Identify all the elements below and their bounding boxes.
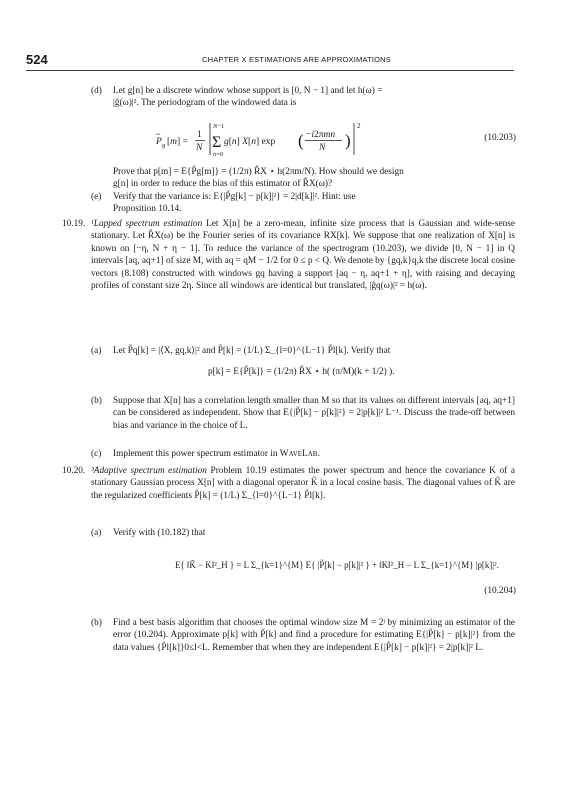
exercise-10-20-text xyxy=(91,465,515,502)
equation-10203 xyxy=(150,117,516,163)
svg-text:Σ: Σ xyxy=(212,134,222,151)
equation-10204 xyxy=(113,545,516,605)
exercise-10-20-body: Problem 10.19 estimates the power spectrum and hence the covariance K of a stationary Gaussian process X[n] with a diagonal operator K̃ in a local cosine basis. The diagonal values of K̃ are the regularized coefficients P̃[k] = (1/L) Σ_{l=0}^{L−1} P̃l[k]. xyxy=(91,466,515,501)
equation-10203-render xyxy=(150,117,516,163)
running-header xyxy=(26,52,514,68)
ex-10-19-c-text xyxy=(113,448,515,460)
running-head: CHAPTER X ESTIMATIONS ARE APPROXIMATIONS xyxy=(202,55,392,64)
svg-text:N: N xyxy=(319,143,326,153)
wavelab-name: WaveLab xyxy=(279,449,318,459)
header-rule xyxy=(26,70,514,71)
ex-10-19-a-text: Let P̃q[k] = |⟨X, gq,k⟩|² and P̃[k] = (1/L) Σ_{l=0}^{L−1} P̃l[k]. Verify that xyxy=(113,346,391,356)
svg-text:(: ( xyxy=(298,131,304,150)
svg-text:N: N xyxy=(196,143,203,153)
svg-text:P: P xyxy=(156,137,162,147)
item-e-line-2: Proposition 10.14. xyxy=(113,204,182,214)
item-e-label: (e) xyxy=(91,192,102,202)
ex-10-20-b-text: Find a best basis algorithm that chooses the optimal window size M = 2ʲ by minimizing an estimator of the error (10.204). Approximate p[k] with P̃[k] and find a procedure for estimating E{|P̃[k] − p[k]|²} from the data values {P̃l[k]}0≤l<L. Remember that when they are independent E{|P̃[k] − p[k]|²} = 2|p[k]|² L. xyxy=(113,618,515,653)
equation-number-10203: (10.203) xyxy=(484,133,516,143)
svg-text:): ) xyxy=(345,131,351,150)
svg-text:n=0: n=0 xyxy=(213,151,224,158)
equation-number-10204: (10.204) xyxy=(484,586,516,596)
ex-10-19-b-label: (b) xyxy=(91,396,102,406)
item-d-line-2: |ĝ(ω)|². The periodogram of the windowed data is xyxy=(113,98,297,108)
svg-text:N−1: N−1 xyxy=(213,123,225,130)
svg-text:1: 1 xyxy=(197,130,202,140)
svg-text:−i2πmn: −i2πmn xyxy=(306,130,336,140)
item-d-line-1: Let g[n] be a discrete window whose support is [0, N − 1] and let h(ω) = xyxy=(113,86,383,96)
exercise-10-19-number: 10.19. xyxy=(62,219,86,229)
ex-10-20-a-label: (a) xyxy=(91,528,102,538)
ex-10-20-a-text: Verify with (10.182) that xyxy=(113,528,206,538)
item-d-line-4: g[n] in order to reduce the bias of this estimator of R̂X(ω)? xyxy=(113,179,333,189)
ex-10-20-b-label: (b) xyxy=(91,618,102,628)
exercise-10-20-number: 10.20. xyxy=(62,466,86,476)
ex-10-19-c-prefix: Implement this power spectrum estimator in xyxy=(113,449,280,459)
svg-text:~: ~ xyxy=(156,130,161,139)
ex-10-19-c-label: (c) xyxy=(91,449,102,459)
svg-text:g: g xyxy=(162,142,166,149)
equation-10204-body: E{ ‖K̃ − K‖²_H } = L Σ_{k=1}^{M} E{ |P̃[k] − p[k]|² } + ‖K‖²_H − L Σ_{k=1}^{M} |p[k]|². xyxy=(175,560,499,570)
ex-10-19-a-equation: p[k] = E{P̃[k]} = (1/2π) R̂X ⋆ h( (π/M)(k + 1/2) ). xyxy=(208,367,395,377)
page-number: 524 xyxy=(26,52,48,67)
item-d-label: (d) xyxy=(91,86,102,96)
svg-text:2: 2 xyxy=(357,122,361,130)
ex-10-19-c-suffix: . xyxy=(317,449,320,459)
item-e-line-1: Verify that the variance is: E{|P̃g[k] − p[k]|²} = 2|d[k]|². Hint: use xyxy=(113,192,356,202)
exercise-10-19-body: Let X[n] be a zero-mean, infinite size process that is Gaussian and wide-sense stationary. Let R̂X(ω) be the Fourier series of its covariance RX[k]. We suppose that one realization of X[n] is known on [−η, N + η − 1]. To reduce the variance of the spectrogram (10.203), we divide [0, N − 1] in Q intervals [aq, aq+1] of size M, with aq = qM − 1/2 for 0 ≤ p < Q. We denote by {gq,k}q,k the discrete local cosine vectors (8.108) constructed with windows gq having a support [aq − η, aq+1 + η], with raising and decaying profiles of constant size 2η. Since all windows are identical but translated, |ĝq(ω)|² = h(ω). xyxy=(91,219,515,292)
svg-text:[m] =: [m] = xyxy=(167,137,188,147)
exercise-10-19-text xyxy=(91,218,515,292)
exercise-10-19-title: ¹Lapped spectrum estimation xyxy=(91,219,203,229)
ex-10-19-b-text: Suppose that X[n] has a correlation length smaller than M so that its values on different intervals [aq, aq+1] can be considered as independent. Show that E{|P̃[k] − p[k]|²} = 2|p[k]|² L⁻¹. Discuss the trade-off between bias and variance in the choice of L. xyxy=(113,396,515,431)
exercise-10-20-title: ³Adaptive spectrum estimation xyxy=(91,466,207,476)
ex-10-19-a-label: (a) xyxy=(91,346,102,356)
svg-text:g[n] X[n] exp: g[n] X[n] exp xyxy=(224,137,276,147)
item-d-line-3: Prove that p[m] = E{P̃g[m]} = (1/2π) R̂X ⋆ h(2πm/N). How should we design xyxy=(113,167,404,177)
